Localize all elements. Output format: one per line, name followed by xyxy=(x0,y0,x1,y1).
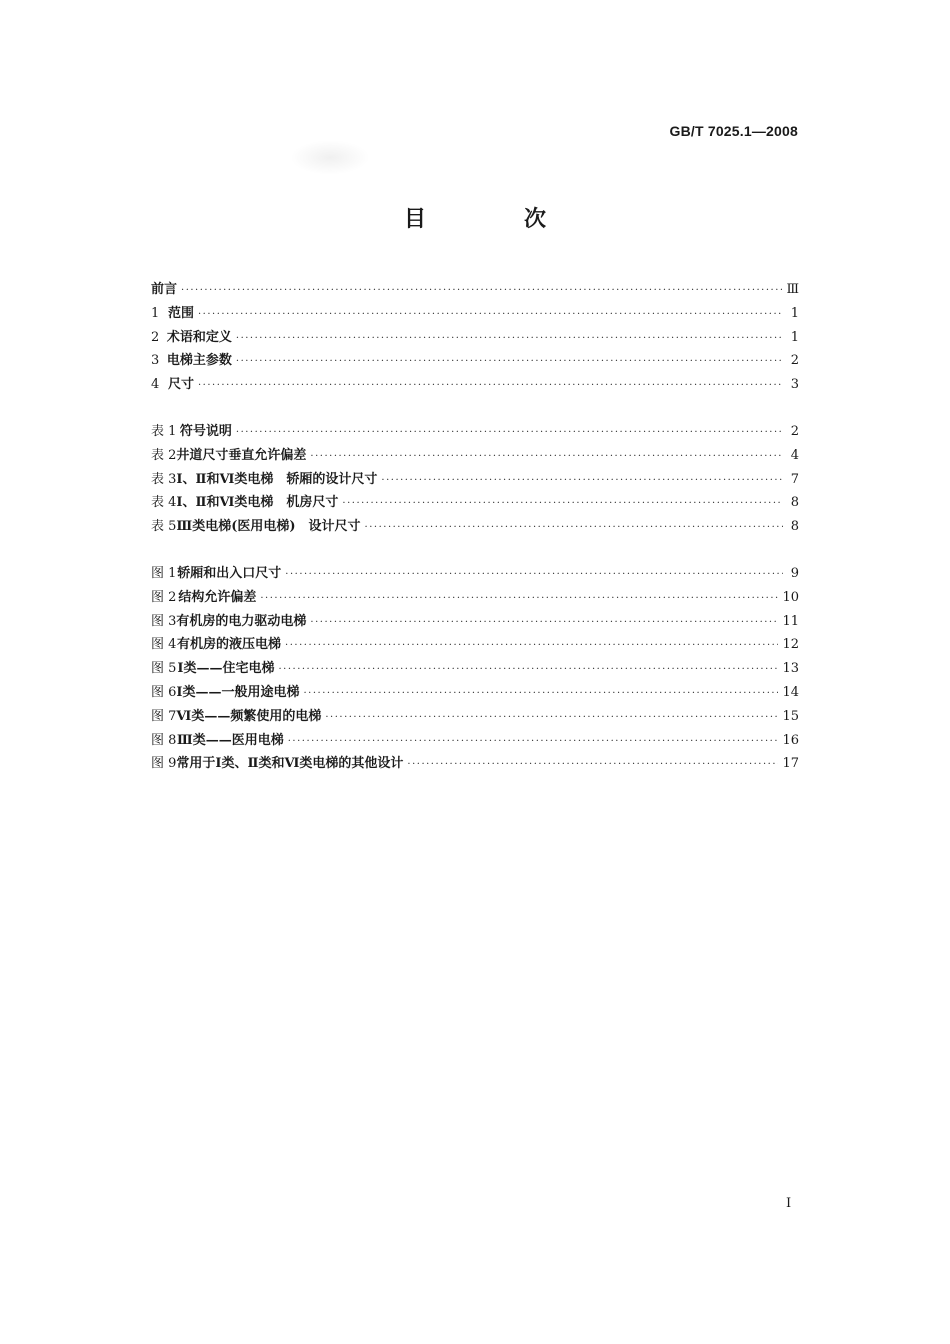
toc-entry-number: 图 8 xyxy=(151,732,177,748)
toc-entry-number: 1 xyxy=(151,305,160,321)
toc-entry-label: 有机房的电力驱动电梯 xyxy=(176,613,307,629)
toc-entry-page: 12 xyxy=(782,637,799,653)
toc-entry-table-4[interactable] xyxy=(151,491,799,515)
toc-entry-number: 表 1 xyxy=(151,423,177,439)
toc-leader-dots xyxy=(304,682,779,706)
toc-entry-page: 2 xyxy=(790,423,799,439)
standard-code: GB/T 7025.1—2008 xyxy=(669,123,798,139)
toc-leader-dots xyxy=(288,730,779,754)
toc-leader-dots xyxy=(198,303,783,327)
toc-entry-page: 13 xyxy=(782,661,799,677)
toc-entry-foreword[interactable] xyxy=(151,278,799,302)
toc-figures xyxy=(151,562,799,776)
toc-leader-dots xyxy=(310,445,783,469)
toc-entry-label: Ⅲ类电梯(医用电梯) 设计尺寸 xyxy=(176,519,361,535)
toc-entry-section-1[interactable] xyxy=(151,302,799,326)
toc-entry-section-2[interactable] xyxy=(151,326,799,350)
toc-entry-page: 9 xyxy=(790,565,799,581)
toc-entry-page: 17 xyxy=(782,756,799,772)
toc-entry-section-3[interactable] xyxy=(151,349,799,373)
toc-entry-number: 图 4 xyxy=(151,637,177,653)
toc-leader-dots xyxy=(236,327,783,351)
toc-leader-dots xyxy=(278,658,778,682)
toc-entry-number: 图 6 xyxy=(151,684,177,700)
toc-entry-label: 符号说明 xyxy=(179,423,232,439)
toc-entry-number: 表 2 xyxy=(151,447,177,463)
toc-leader-dots xyxy=(381,469,783,493)
toc-entry-label: 轿厢和出入口尺寸 xyxy=(177,565,282,581)
toc-leader-dots xyxy=(285,634,778,658)
toc-tables xyxy=(151,420,799,539)
toc-entry-page: 3 xyxy=(790,377,799,393)
toc-entry-label: Ⅵ类——频繁使用的电梯 xyxy=(176,708,322,724)
toc-entry-number: 2 xyxy=(151,329,160,345)
toc-entry-label: 有机房的液压电梯 xyxy=(177,637,282,653)
scan-noise xyxy=(290,140,370,175)
table-of-contents xyxy=(151,278,799,799)
toc-entry-label: 常用于Ⅰ类、Ⅱ类和Ⅵ类电梯的其他设计 xyxy=(176,756,404,772)
toc-entry-table-1[interactable] xyxy=(151,420,799,444)
toc-entry-label: Ⅰ类——住宅电梯 xyxy=(177,661,275,677)
toc-entry-page: 1 xyxy=(790,329,799,345)
toc-entry-label: Ⅰ类——一般用途电梯 xyxy=(176,684,300,700)
toc-entry-page: 8 xyxy=(790,519,799,535)
toc-entry-table-5[interactable] xyxy=(151,515,799,539)
toc-entry-figure-7[interactable] xyxy=(151,705,799,729)
toc-entry-label: 范围 xyxy=(167,305,194,321)
toc-entry-label: 尺寸 xyxy=(167,377,194,393)
toc-leader-dots xyxy=(236,421,783,445)
toc-entry-figure-1[interactable] xyxy=(151,562,799,586)
toc-entry-number: 图 1 xyxy=(151,565,177,581)
toc-entry-figure-5[interactable] xyxy=(151,657,799,681)
toc-entry-figure-4[interactable] xyxy=(151,633,799,657)
toc-entry-label: 井道尺寸垂直允许偏差 xyxy=(176,447,307,463)
toc-entry-number: 图 7 xyxy=(151,708,177,724)
toc-entry-number: 4 xyxy=(151,377,160,393)
toc-entry-label: Ⅰ、Ⅱ和Ⅵ类电梯 轿厢的设计尺寸 xyxy=(176,471,378,487)
toc-entry-label: 术语和定义 xyxy=(166,329,232,345)
toc-leader-dots xyxy=(260,587,778,611)
toc-entry-figure-8[interactable] xyxy=(151,729,799,753)
toc-entry-label: Ⅰ、Ⅱ和Ⅵ类电梯 机房尺寸 xyxy=(176,495,339,511)
toc-leader-dots xyxy=(407,753,778,777)
toc-entry-page: 4 xyxy=(790,447,799,463)
toc-leader-dots xyxy=(310,611,778,635)
toc-entry-page: 7 xyxy=(790,471,799,487)
toc-entry-figure-3[interactable] xyxy=(151,610,799,634)
toc-entry-section-4[interactable] xyxy=(151,373,799,397)
toc-entry-page: 11 xyxy=(782,613,799,629)
toc-entry-page: 10 xyxy=(782,589,799,605)
toc-leader-dots xyxy=(342,492,783,516)
toc-entry-table-2[interactable] xyxy=(151,444,799,468)
toc-entry-number: 3 xyxy=(151,353,160,369)
toc-entry-label: Ⅲ类——医用电梯 xyxy=(176,732,284,748)
toc-entry-figure-9[interactable] xyxy=(151,752,799,776)
toc-entry-number: 图 2 xyxy=(151,589,177,605)
toc-leader-dots xyxy=(365,516,783,540)
toc-leader-dots xyxy=(236,350,783,374)
toc-entry-page: 2 xyxy=(790,353,799,369)
toc-leader-dots xyxy=(198,374,783,398)
toc-entry-page: 16 xyxy=(782,732,799,748)
toc-entry-page: 14 xyxy=(782,684,799,700)
toc-entry-page: 8 xyxy=(790,495,799,511)
toc-entry-number: 图 5 xyxy=(151,661,177,677)
toc-entry-figure-2[interactable] xyxy=(151,586,799,610)
toc-entry-figure-6[interactable] xyxy=(151,681,799,705)
toc-entry-number: 图 3 xyxy=(151,613,177,629)
page-title: 目 次 xyxy=(403,206,584,232)
toc-entry-label: 前言 xyxy=(151,282,178,297)
toc-entry-table-3[interactable] xyxy=(151,468,799,492)
toc-entry-page: Ⅲ xyxy=(786,282,799,297)
toc-leader-dots xyxy=(285,563,783,587)
toc-entry-number: 图 9 xyxy=(151,756,177,772)
toc-entry-label: 结构允许偏差 xyxy=(178,589,257,605)
toc-entry-number: 表 4 xyxy=(151,495,177,511)
toc-sections xyxy=(151,278,799,397)
toc-leader-dots xyxy=(325,706,778,730)
page-number: I xyxy=(786,1196,792,1211)
toc-entry-number: 表 3 xyxy=(151,471,177,487)
toc-entry-number: 表 5 xyxy=(151,519,177,535)
toc-entry-page: 1 xyxy=(790,305,799,321)
toc-entry-page: 15 xyxy=(782,708,799,724)
toc-entry-label: 电梯主参数 xyxy=(166,353,232,369)
toc-leader-dots xyxy=(181,279,782,303)
